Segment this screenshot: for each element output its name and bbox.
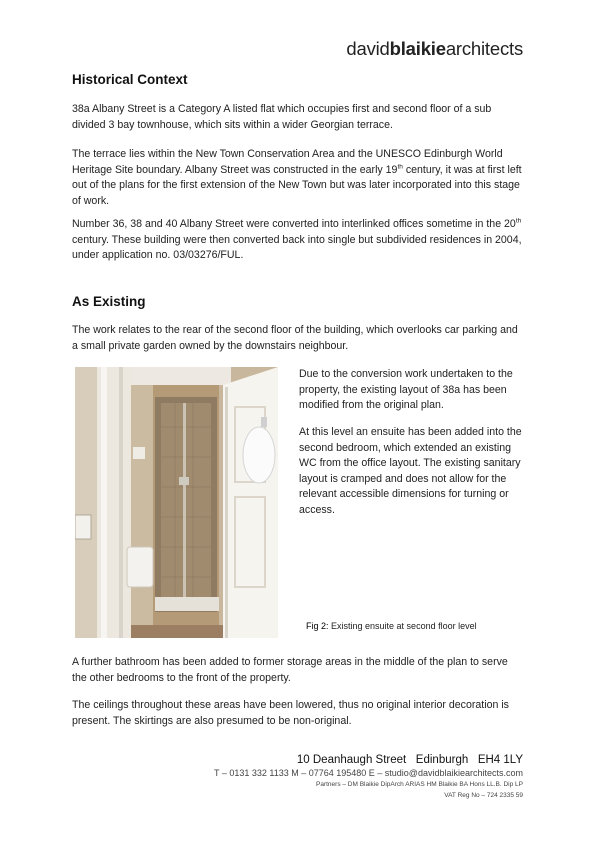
existing-side-paragraph-2: At this level an ensuite has been added into the second bedroom, which extended an existing WC from the office layout. The existing sanitary layout is cramped and does not allow for the relevant accessible dimensions for turning or access. <box>299 426 522 516</box>
historical-paragraph-3 <box>72 217 524 264</box>
existing-paragraph-1: The work relates to the rear of the second floor of the building, which overlooks car parking and a small private garden owned by the downstairs neighbour. <box>72 324 518 352</box>
as-existing-heading: As Existing <box>72 294 146 309</box>
company-logo <box>346 38 523 60</box>
ordinal-suffix: th <box>397 162 403 170</box>
historical-paragraph-3-part-a: Number 36, 38 and 40 Albany Street were converted into interlinked offices sometime in the 20 <box>72 218 516 230</box>
historical-paragraph-2-part-a: The terrace lies within the New Town Conservation Area and the UNESCO Edinburgh World Heritage Site boundary. Albany Street was constructed in the early 19 <box>72 148 503 176</box>
historical-paragraph-2 <box>72 147 524 209</box>
existing-paragraph-2: A further bathroom has been added to former storage areas in the middle of the plan to serve the other bedrooms to the front of the property. <box>72 656 508 684</box>
footer-contact: T – 0131 332 1133 M – 07764 195480 E – studio@davidblaikiearchitects.com <box>213 768 523 778</box>
ordinal-suffix: th <box>515 217 522 225</box>
footer-address: 10 Deanhaugh Street Edinburgh EH4 1LY <box>296 754 523 766</box>
logo-bold: blaikie <box>389 38 446 59</box>
figure-caption <box>306 621 477 631</box>
existing-paragraph-3: The ceilings throughout these areas have been lowered, thus no original interior decoration is present. The skirtings are also presumed to be non-original. <box>72 699 509 727</box>
logo-prefix: david <box>346 38 390 59</box>
ensuite-photo <box>75 367 278 638</box>
historical-paragraph-3-part-b: century. These building were then converted back into single but subdivided residences in 2004, under application no. 03/03276/FUL. <box>72 233 522 261</box>
logo-suffix: architects <box>445 38 523 59</box>
historical-context-heading: Historical Context <box>72 72 188 87</box>
footer-partners: Partners – DM Blaikie DipArch ARIAS HM Blaikie BA Hons LL.B. Dip LP <box>316 781 523 788</box>
historical-paragraph-2-part-b: century, it was at first left out of the plans for the first extension of the New Town but was later incorporated into this stage of work. <box>72 163 522 207</box>
figure-caption-text: Existing ensuite at second floor level <box>328 621 477 631</box>
existing-side-paragraph-1: Due to the conversion work undertaken to the property, the existing layout of 38a has been modified from the original plan. <box>299 368 513 411</box>
historical-paragraph-1: 38a Albany Street is a Category A listed flat which occupies first and second floor of a sub divided 3 bay townhouse, which sits within a wider Georgian terrace. <box>72 103 492 131</box>
figure-label: Fig 2: <box>306 621 329 631</box>
footer-vat: VAT Reg No – 724 2335 59 <box>444 792 523 799</box>
